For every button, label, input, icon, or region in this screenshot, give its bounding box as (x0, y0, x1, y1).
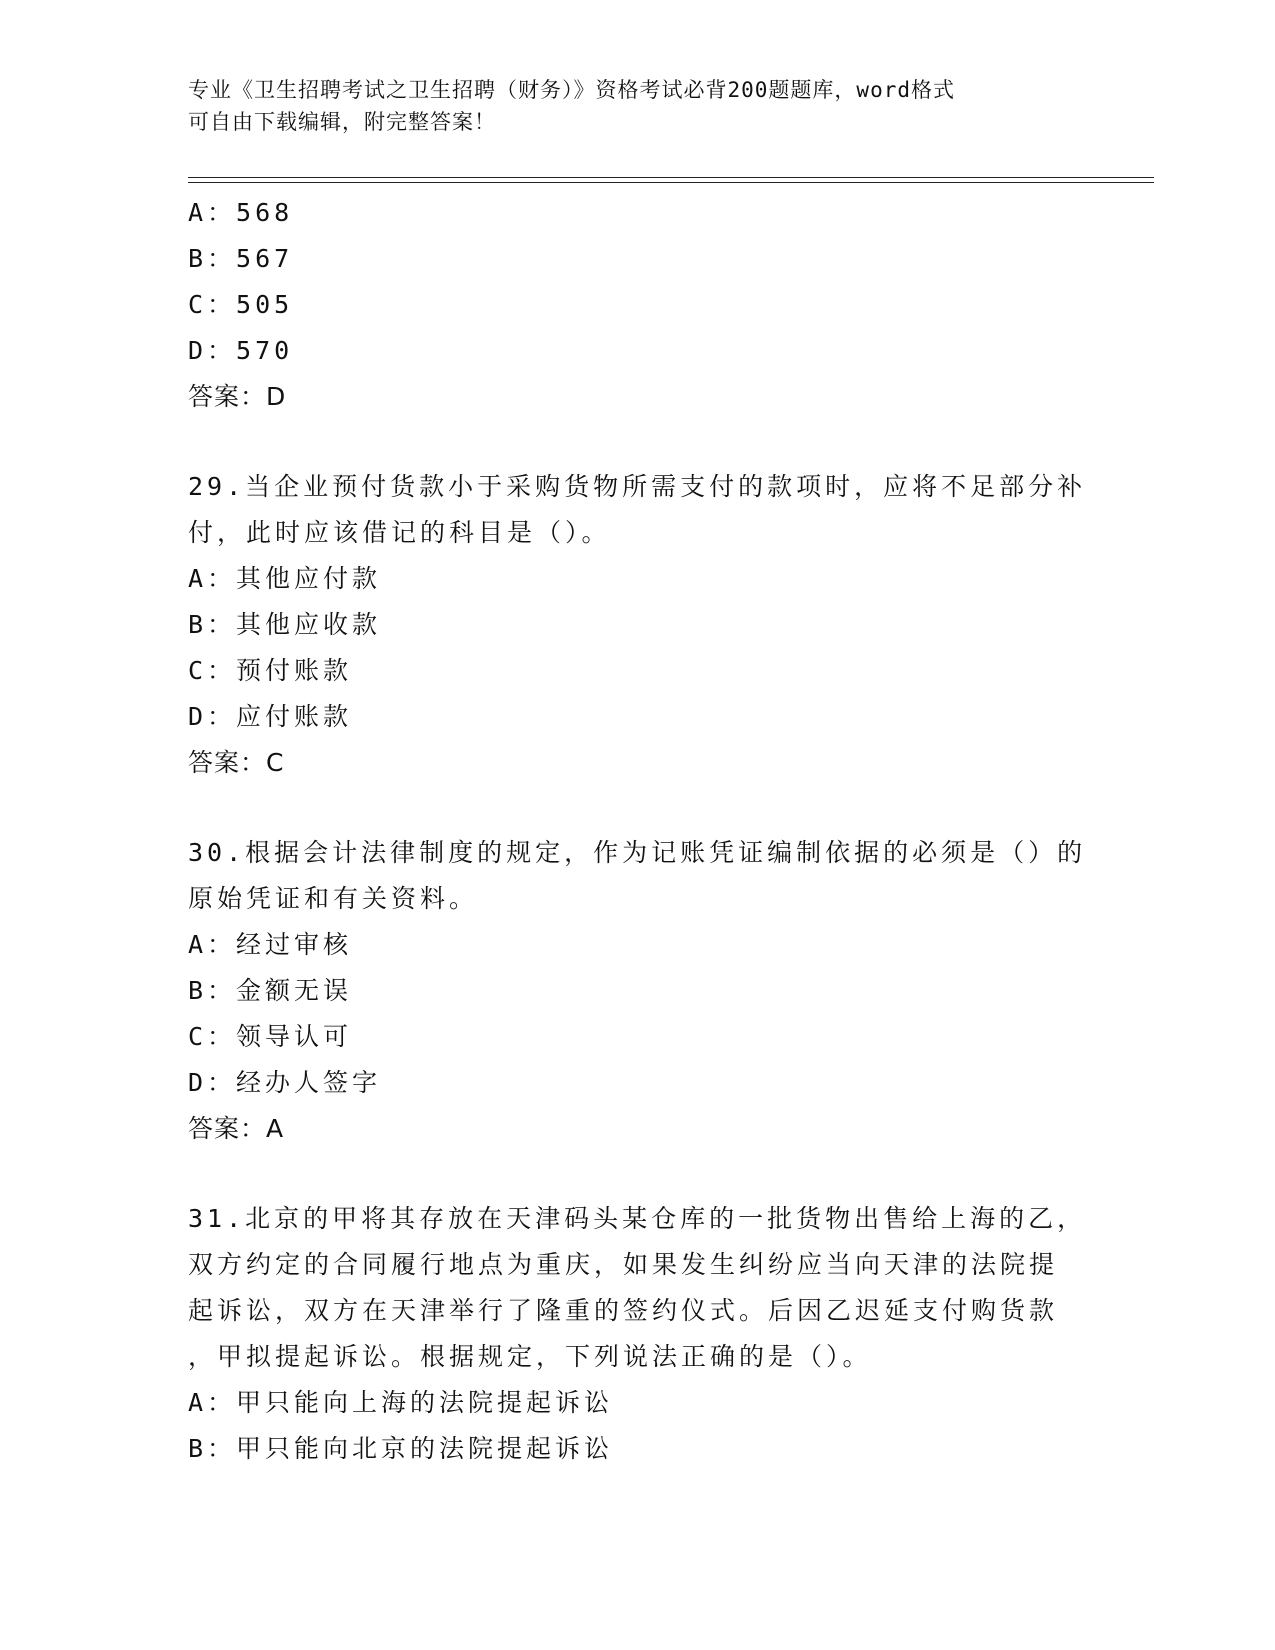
option-c: C：预付账款 (188, 656, 353, 685)
header-line-1: 专业《卫生招聘考试之卫生招聘（财务）》资格考试必背200题题库，word格式 (188, 78, 955, 102)
header-rule-top (188, 177, 1154, 178)
question-31 (188, 1196, 1088, 1472)
question-stem-line: 付，此时应该借记的科目是（）。 (188, 518, 611, 547)
option-b: B：其他应收款 (188, 610, 382, 639)
option-a: A：其他应付款 (188, 564, 382, 593)
question-stem-line: 双方约定的合同履行地点为重庆，如果发生纠纷应当向天津的法院提 (188, 1250, 1059, 1279)
answer: 答案：D (188, 382, 287, 411)
header-rule-bottom (188, 182, 1154, 183)
option-a: A：568 (188, 198, 294, 227)
option-d: D：经办人签字 (188, 1068, 382, 1097)
document-header (188, 74, 1088, 138)
header-line-2: 可自由下载编辑，附完整答案！ (188, 110, 496, 134)
question-30 (188, 830, 1088, 1152)
question-29 (188, 464, 1088, 786)
question-28 (188, 190, 1088, 420)
option-b: B：金额无误 (188, 976, 353, 1005)
question-stem-line: 30.根据会计法律制度的规定，作为记账凭证编制依据的必须是（）的 (188, 838, 1087, 867)
option-d: D：570 (188, 336, 294, 365)
answer: 答案：A (188, 1114, 285, 1143)
option-d: D：应付账款 (188, 702, 353, 731)
question-stem-line: 29.当企业预付货款小于采购货物所需支付的款项时，应将不足部分补 (188, 472, 1087, 501)
question-stem-line: 31.北京的甲将其存放在天津码头某仓库的一批货物出售给上海的乙， (188, 1204, 1087, 1233)
option-a: A：经过审核 (188, 930, 353, 959)
question-stem-line: 原始凭证和有关资料。 (188, 884, 479, 913)
option-a: A：甲只能向上海的法院提起诉讼 (188, 1388, 614, 1417)
option-c: C：505 (188, 290, 294, 319)
question-stem-line: ，甲拟提起诉讼。根据规定，下列说法正确的是（）。 (188, 1342, 872, 1371)
question-content (188, 190, 1088, 1472)
answer: 答案：C (188, 748, 285, 777)
option-c: C：领导认可 (188, 1022, 353, 1051)
question-stem-line: 起诉讼，双方在天津举行了隆重的签约仪式。后因乙迟延支付购货款 (188, 1296, 1059, 1325)
option-b: B：甲只能向北京的法院提起诉讼 (188, 1434, 614, 1463)
option-b: B：567 (188, 244, 294, 273)
